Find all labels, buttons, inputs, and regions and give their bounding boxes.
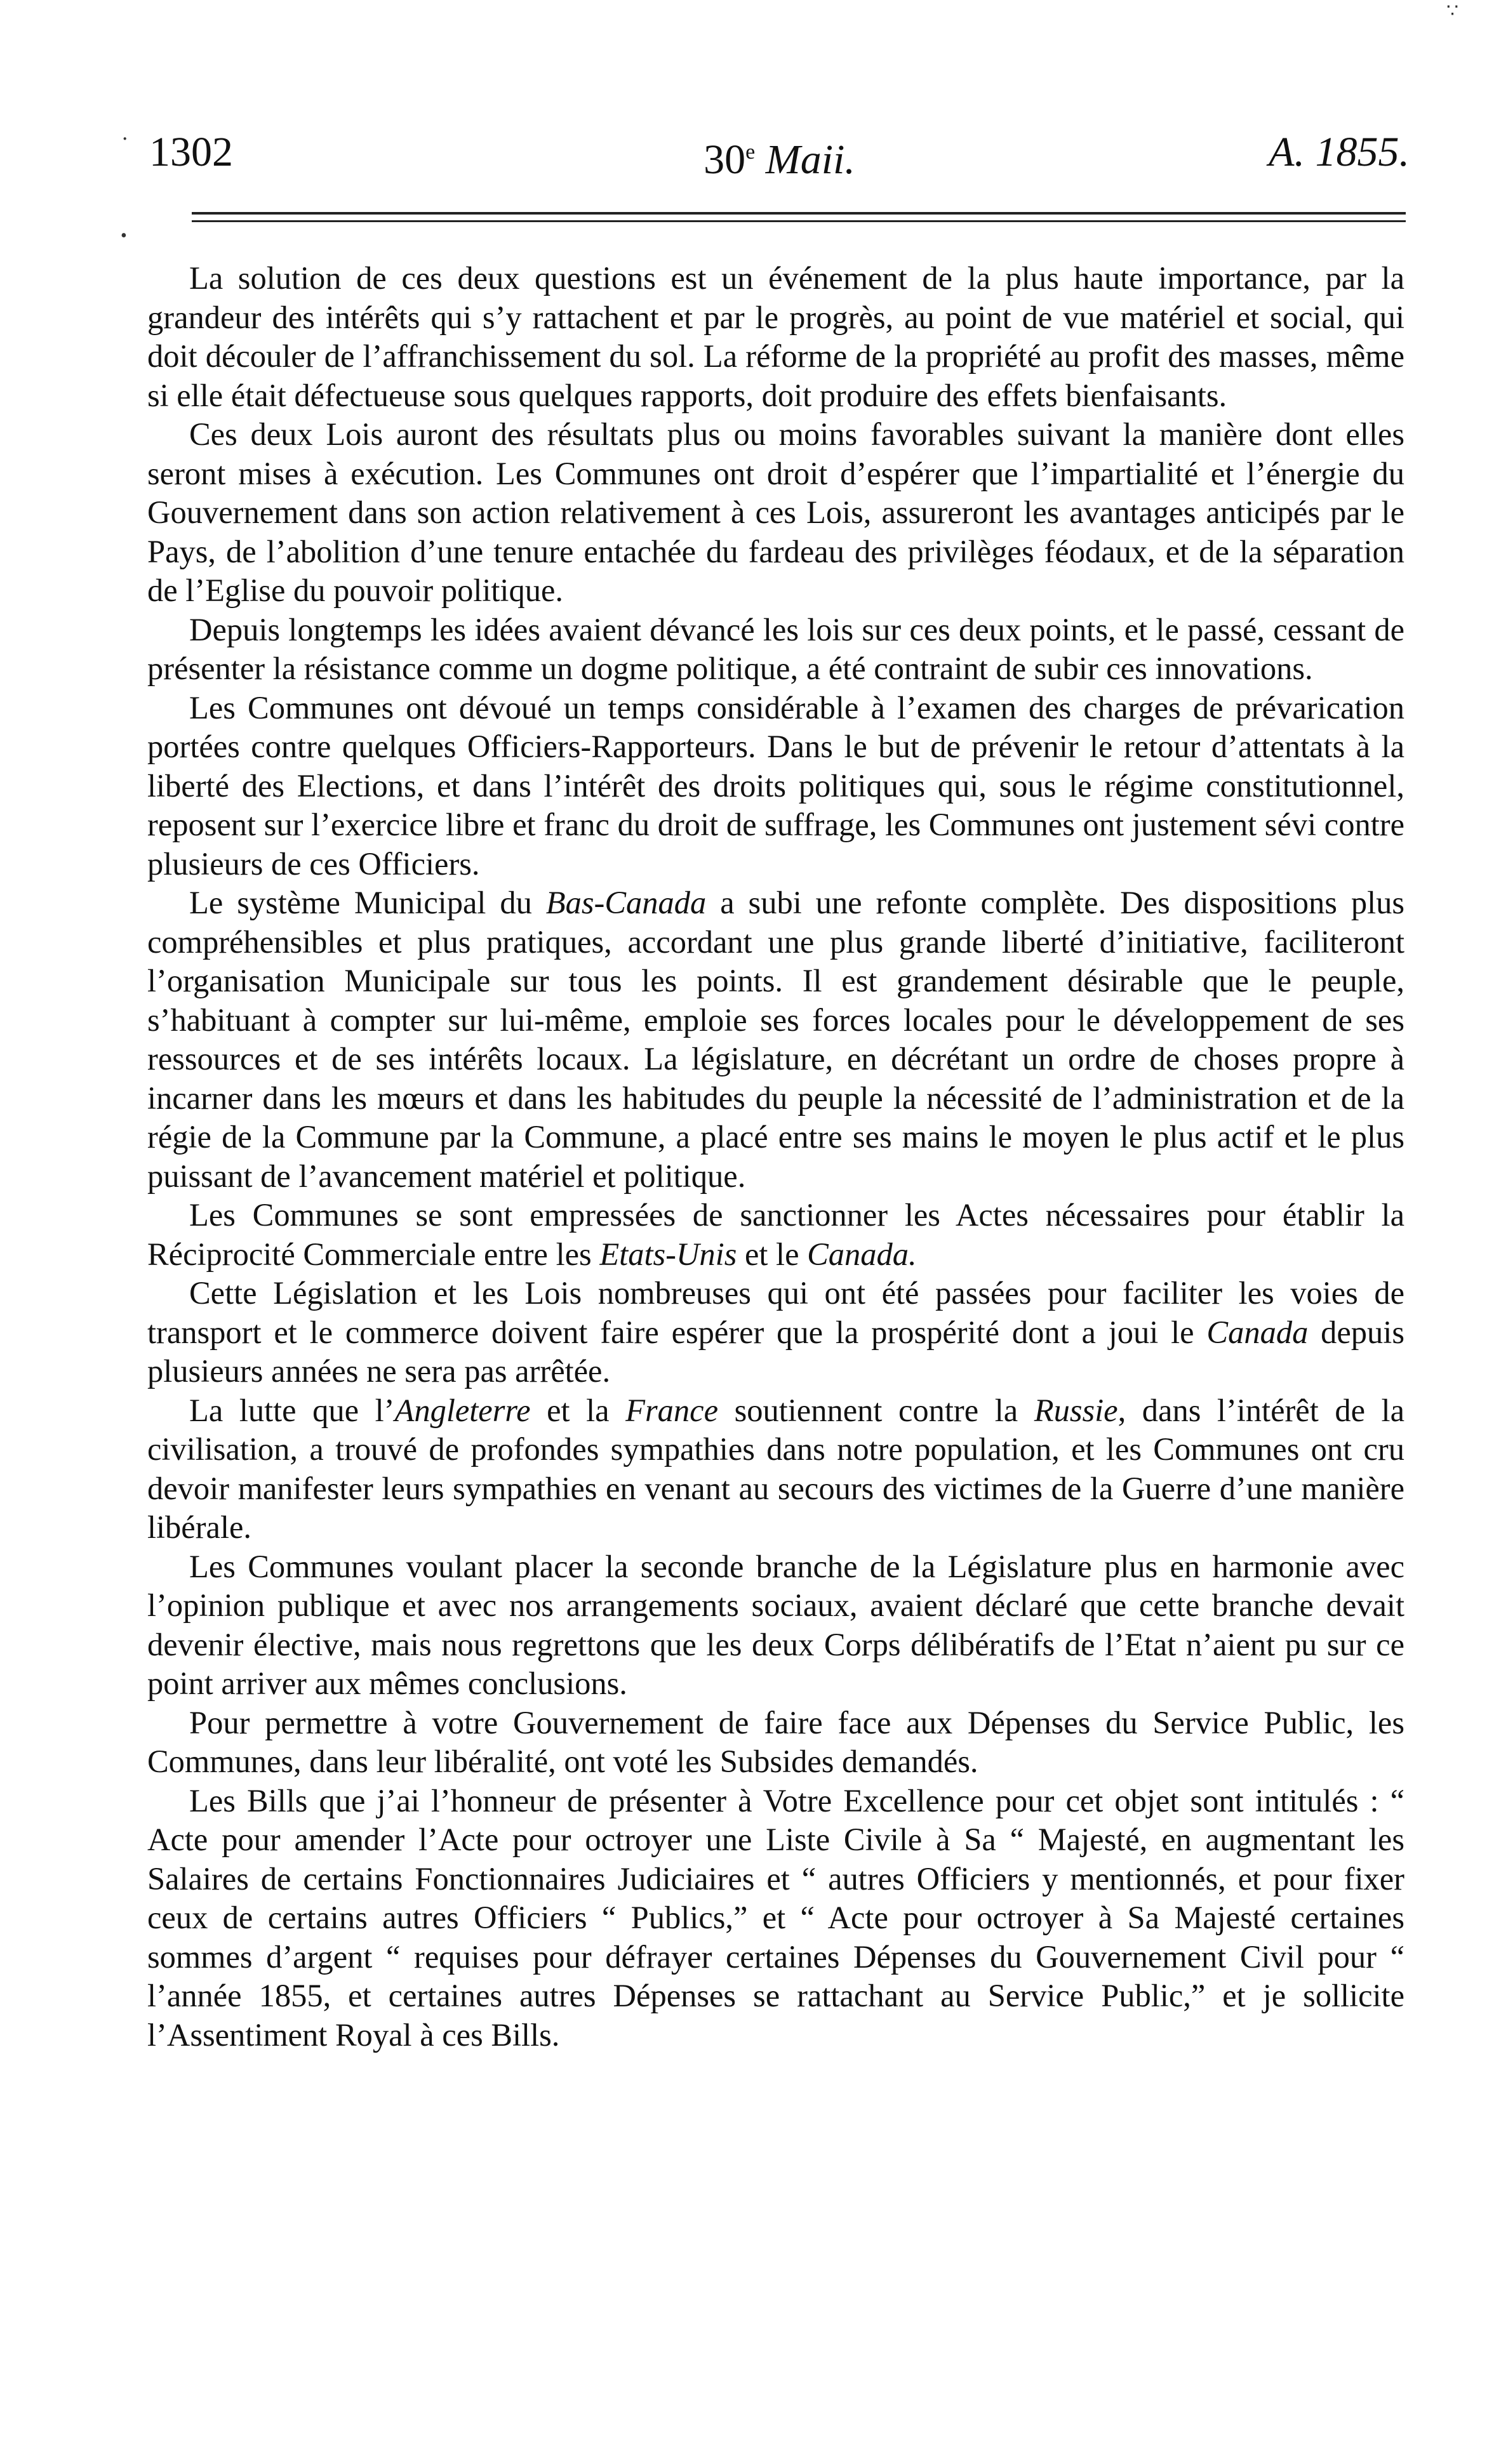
- margin-speck-left: •: [121, 226, 127, 246]
- page-header: [149, 121, 1410, 184]
- header-year: A. 1855.: [1269, 129, 1410, 175]
- paragraph-3: Depuis longtemps les idées avaient dévancé les lois sur ces deux points, et le passé, cessant de présenter la résistance comme un dogme politique, a été contraint de subir ces innovations.: [147, 611, 1404, 686]
- date-day: 30: [704, 136, 746, 183]
- margin-speck-header: ˙: [121, 131, 130, 160]
- paragraph-7-end: depuis plusieurs années ne sera pas arrêtée.: [147, 1314, 1404, 1389]
- header-date: [149, 121, 1410, 192]
- page-number: 1302: [149, 129, 233, 175]
- date-month: Maii.: [765, 136, 855, 183]
- paragraph-8-end: , dans l’intérêt de la civilisation, a trouvé de profondes sympathies dans notre population, et les Communes ont cru devoir manifester leurs sympathies en venant au secours des victimes de la Guerre d’une manière libérale.: [147, 1392, 1404, 1545]
- paragraph-4: Les Communes ont dévoué un temps considérable à l’examen des charges de prévarication portées contre quelques Officiers-Rapporteurs. Dans le but de prévenir le retour d’attentats à la liberté des Elections, et dans l’intérêt des droits politiques qui, sous le régime constitutionnel, reposent sur l’exercice libre et franc du droit de suffrage, les Communes ont justement sévi contre plusieurs de ces Officiers.: [147, 689, 1404, 882]
- paragraph-10: Pour permettre à votre Gouvernement de faire face aux Dépenses du Service Public, les Communes, dans leur libéralité, ont voté les Subsides demandés.: [147, 1704, 1404, 1779]
- place-angleterre: Angleterre: [394, 1392, 531, 1428]
- place-canada: Canada.: [807, 1236, 917, 1272]
- paragraph-5-end: a subi une refonte complète. Des dispositions plus compréhensibles et plus pratiques, accordant une plus grande liberté d’initiative, faciliteront l’organisation Municipale sur tous les points. Il est grandement désirable que le peuple, s’habituant à compter sur lui-même, emploie ses forces locales pour le développement de ses ressources et de ses intérêts locaux. La législature, en décrétant un ordre de choses propre à incarner dans les mœurs et dans les habitudes du peuple la nécessité de l’administration et de la régie de la Commune par la Commune, a placé entre ses mains le moyen le plus actif et le plus puissant de l’avancement matériel et politique.: [147, 885, 1404, 1194]
- place-france: France: [625, 1392, 719, 1428]
- paragraph-5-start: Le système Municipal du: [189, 885, 546, 920]
- place-etats-unis: Etats-Unis: [599, 1236, 737, 1272]
- paragraph-8: [147, 1391, 1404, 1547]
- paragraph-6: [147, 1196, 1404, 1274]
- paragraph-6-start: Les Communes se sont empressées de sanctionner les Actes nécessaires pour établir la Réciprocité Commerciale entre les: [147, 1197, 1404, 1272]
- place-russie: Russie: [1034, 1392, 1118, 1428]
- paragraph-2: Ces deux Lois auront des résultats plus ou moins favorables suivant la manière dont elles seront mises à exécution. Les Communes ont droit d’espérer que l’impartialité et l’énergie du Gouvernement dans son action relativement à ces Lois, assureront les avantages anticipés par le Pays, de l’abolition d’une tenure entachée du fardeau des privilèges féodaux, et de la séparation de l’Eglise du pouvoir politique.: [147, 416, 1404, 608]
- header-rule-top: [192, 212, 1406, 215]
- paragraph-9: Les Communes voulant placer la seconde branche de la Législature plus en harmonie avec l’opinion publique et avec nos arrangements sociaux, avaient déclaré que cette branche devait devenir élective, mais nous regrettons que les deux Corps délibératifs de l’Etat n’aient pu sur ce point arriver aux mêmes conclusions.: [147, 1548, 1404, 1701]
- body-text: [147, 259, 1404, 2055]
- paragraph-7-start: Cette Législation et les Lois nombreuses qui ont été passées pour faciliter les voies de transport et le commerce doivent faire espérer que la prospérité dont a joui le: [147, 1275, 1404, 1350]
- paragraph-7: [147, 1274, 1404, 1391]
- paragraph-8-middle-2: soutiennent contre la: [718, 1392, 1034, 1428]
- paragraph-8-middle: et la: [530, 1392, 626, 1428]
- place-bas-canada: Bas-Canada: [545, 885, 707, 920]
- paragraph-6-middle: et le: [737, 1236, 808, 1272]
- header-rule-bottom: [192, 220, 1406, 222]
- paragraph-5: [147, 884, 1404, 1196]
- place-canada-2: Canada: [1206, 1314, 1309, 1350]
- paragraph-11: Les Bills que j’ai l’honneur de présenter à Votre Excellence pour cet objet sont intitulés : “ Acte pour amender l’Acte pour octroyer une Liste Civile à Sa “ Majesté, en augmentant les Salaires de certains Fonctionnaires Judiciaires et “ autres Officiers y mentionnés, et pour fixer ceux de certains autres Officiers “ Publics,” et “ Acte pour octroyer à Sa Majesté certaines sommes d’argent “ requises pour défrayer certaines Dépenses du Gouvernement Civil pour “ l’année 1855, et certaines autres Dépenses se rattachant au Service Public,” et je sollicite l’Assentiment Royal à ces Bills.: [147, 1782, 1404, 2053]
- paragraph-1: La solution de ces deux questions est un événement de la plus haute importance, par la grandeur des intérêts qui s’y rattachent et par le progrès, au point de vue matériel et social, qui doit découler de l’affranchissement du sol. La réforme de la propriété au profit des masses, même si elle était défectueuse sous quelques rapports, doit produire des effets bienfaisants.: [147, 260, 1404, 413]
- paragraph-8-start: La lutte que l’: [189, 1392, 395, 1428]
- date-ordinal: e: [745, 140, 756, 164]
- margin-speck-corner: ∵: [1446, 1, 1459, 22]
